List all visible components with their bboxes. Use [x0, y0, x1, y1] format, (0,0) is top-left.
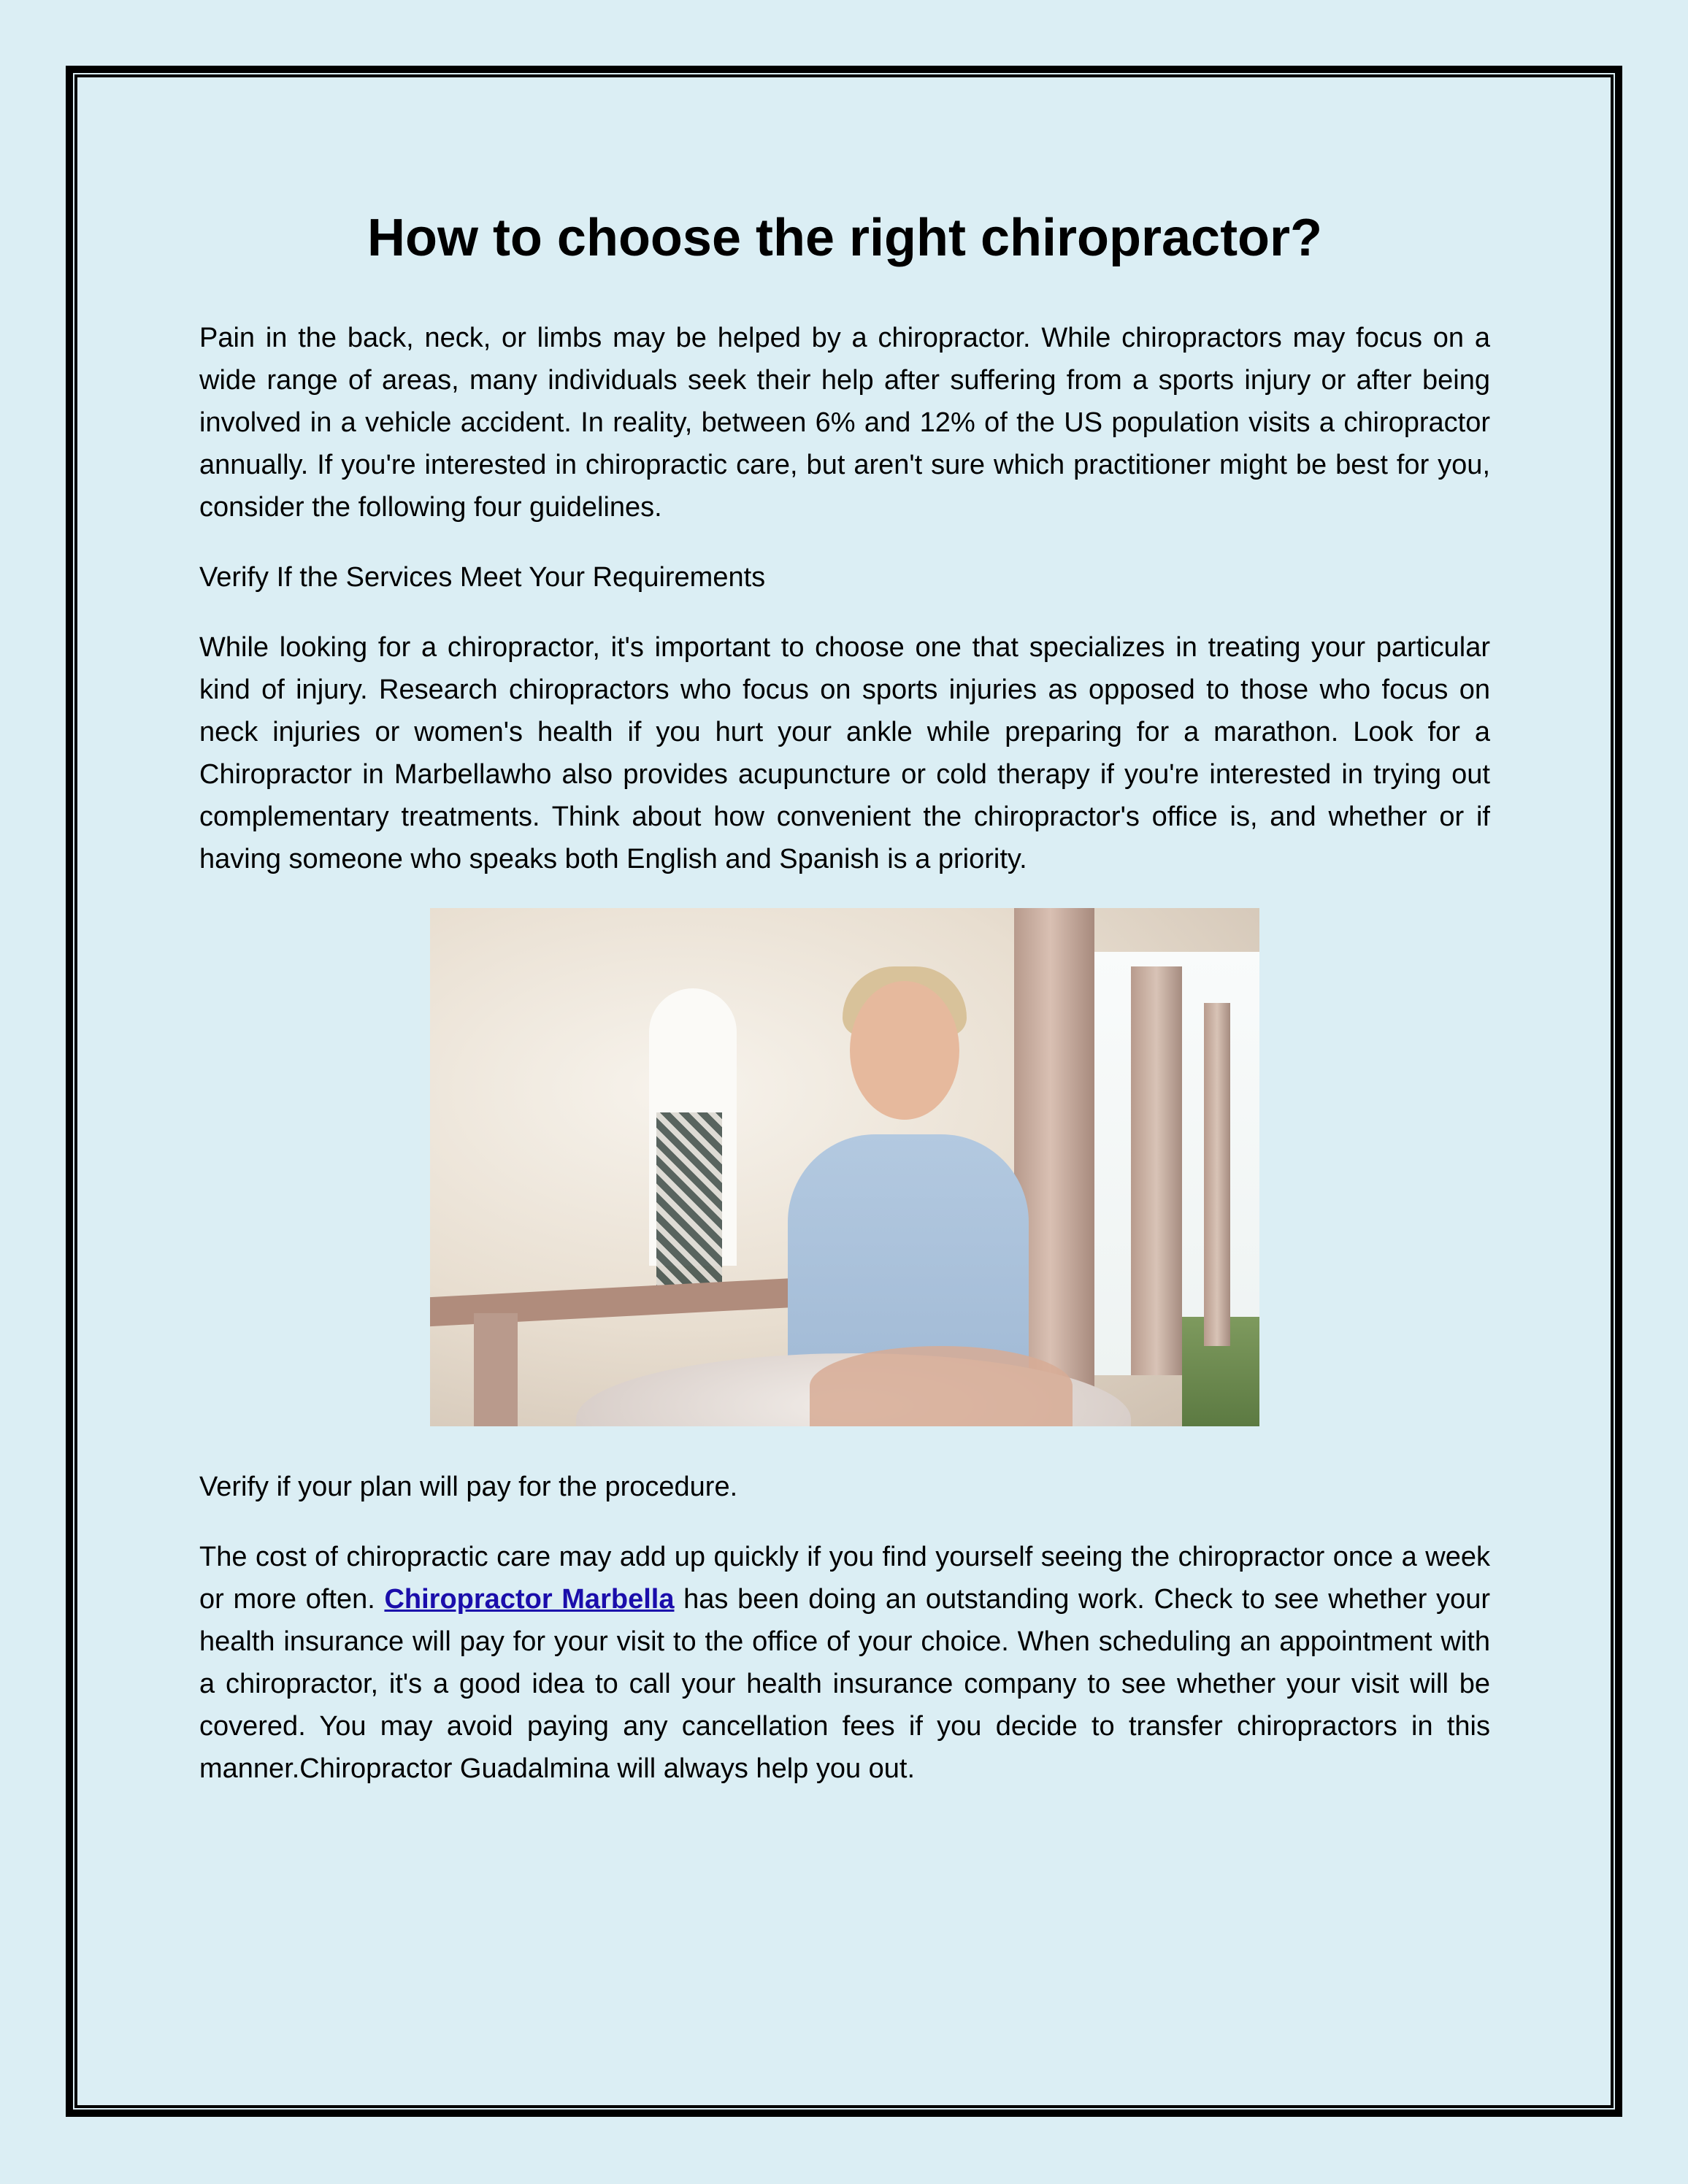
section-heading-services: Verify If the Services Meet Your Requirements [199, 562, 766, 593]
photo-plant [656, 1112, 722, 1295]
chiropractor-photo [430, 908, 1259, 1426]
insurance-paragraph [199, 1536, 1490, 1790]
photo-table-leg [474, 1313, 518, 1426]
services-paragraph: While looking for a chiropractor, it's important to choose one that specializes in treating your particular kind of injury. Research chiropractors who focus on sports injuries as opposed to those who focus on neck injuries or women's health if you hurt your ankle while preparing for a marathon. Look for a Chiropractor in Marbellawho also provides acupuncture or cold therapy if you're interested in trying out complementary treatments. Think about how convenient the chiropractor's office is, and whether or if having someone who speaks both English and Spanish is a priority. [199, 632, 1490, 874]
photo-column [1204, 1003, 1230, 1346]
intro-paragraph: Pain in the back, neck, or limbs may be helped by a chiropractor. While chiropractors may focus on a wide range of areas, many individuals seek their help after suffering from a sports injury or after being involved in a vehicle accident. In reality, between 6% and 12% of the US population visits a chiropractor annually. If you're interested in chiropractic care, but aren't sure which practitioner might be best for you, consider the following four guidelines. [199, 323, 1490, 523]
chiropractor-marbella-link[interactable]: Chiropractor Marbella [384, 1584, 675, 1615]
photo-column [1131, 966, 1182, 1375]
page-title: How to choose the right chiropractor? [367, 209, 1323, 267]
section-heading-insurance: Verify if your plan will pay for the procedure. [199, 1472, 738, 1502]
insurance-text-end: has been doing an outstanding work. Check to see whether your health insurance will pay for your visit to the office of your choice. When scheduling an appointment with a chiropractor, it's a good idea to call your health insurance company to see whether your visit will be covered. You may avoid paying any cancellation fees if you decide to transfer chiropractors in this manner.Chiropractor Guadalmina will always help you out. [199, 1584, 1490, 1784]
insurance-text-start: The cost of chiropractic care may add up quickly if you find yourself seeing the chiropractor once a week or more often. [199, 1542, 1490, 1615]
photo-therapist-face [850, 981, 959, 1120]
photo-patient-back [810, 1346, 1073, 1426]
article-body [199, 197, 1490, 1818]
